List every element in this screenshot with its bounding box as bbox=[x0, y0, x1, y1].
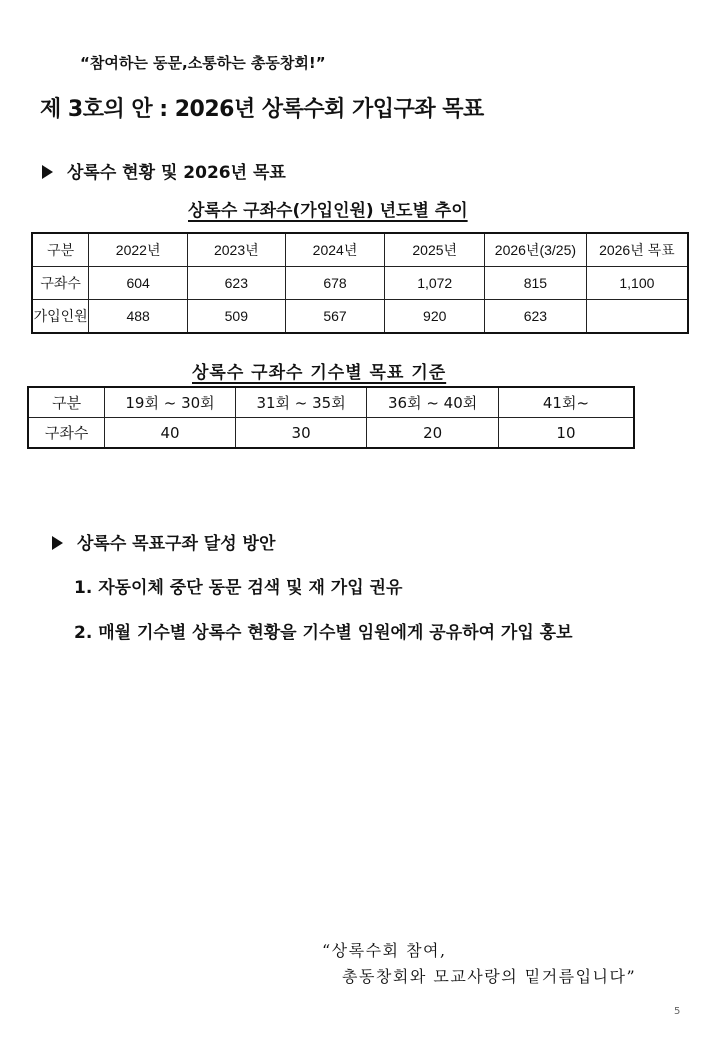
closing-line: “상록수회 참여, bbox=[322, 941, 447, 960]
triangle-bullet-icon bbox=[42, 165, 53, 179]
motto: “참여하는 동문,소통하는 총동창회!” bbox=[80, 54, 326, 72]
table-header-cell: 2026년(3/25) bbox=[485, 233, 587, 267]
closing-line: 총동창회와 모교사랑의 밑거름입니다” bbox=[342, 967, 637, 986]
section-heading-status bbox=[42, 158, 286, 183]
table-header-cell: 2024년 bbox=[285, 233, 385, 267]
table-cell: 567 bbox=[285, 300, 385, 334]
table-header-row bbox=[32, 233, 688, 267]
table-cell: 1,072 bbox=[385, 267, 485, 300]
table-header-cell: 구분 bbox=[28, 387, 105, 418]
table-cell: 20 bbox=[367, 418, 499, 449]
table-cell: 30 bbox=[235, 418, 367, 449]
cohort-target-table bbox=[27, 386, 635, 449]
section-heading-plan bbox=[52, 529, 275, 554]
table-cell: 623 bbox=[485, 300, 587, 334]
table-header-cell: 41회~ bbox=[498, 387, 634, 418]
table-cell: 1,100 bbox=[586, 267, 688, 300]
table-header-row bbox=[28, 387, 634, 418]
triangle-bullet-icon bbox=[52, 536, 63, 550]
table-cell: 815 bbox=[485, 267, 587, 300]
list-item: 1. 자동이체 중단 동문 검색 및 재 가입 권유 bbox=[74, 578, 403, 598]
table-header-cell: 구분 bbox=[32, 233, 89, 267]
table-header-cell: 2026년 목표 bbox=[586, 233, 688, 267]
table-cell: 구좌수 bbox=[28, 418, 105, 449]
table-title-yearly: 상록수 구좌수(가입인원) 년도별 추이 bbox=[188, 201, 468, 221]
table-cell: 623 bbox=[187, 267, 285, 300]
table-row bbox=[32, 300, 688, 334]
yearly-trend-table bbox=[31, 232, 689, 334]
table-header-cell: 36회 ~ 40회 bbox=[367, 387, 499, 418]
page-number: 5 bbox=[674, 1006, 681, 1017]
table-cell: 488 bbox=[89, 300, 188, 334]
table-title-cohort: 상록수 구좌수 기수별 목표 기준 bbox=[192, 363, 447, 383]
table-cell: 509 bbox=[187, 300, 285, 334]
table-header-cell: 2022년 bbox=[89, 233, 188, 267]
page-title: 제 3호의 안 : 2026년 상록수회 가입구좌 목표 bbox=[40, 97, 484, 122]
section-heading-label: 상록수 현황 및 2026년 목표 bbox=[67, 163, 286, 183]
table-header-cell: 19회 ~ 30회 bbox=[105, 387, 236, 418]
table-row bbox=[28, 418, 634, 449]
table-cell: 604 bbox=[89, 267, 188, 300]
table-cell: 가입인원 bbox=[32, 300, 89, 334]
list-item: 2. 매월 기수별 상록수 현황을 기수별 임원에게 공유하여 가입 홍보 bbox=[74, 623, 573, 643]
table-header-cell: 31회 ~ 35회 bbox=[235, 387, 367, 418]
table-header-cell: 2025년 bbox=[385, 233, 485, 267]
table-cell: 40 bbox=[105, 418, 236, 449]
table-cell: 678 bbox=[285, 267, 385, 300]
table-cell: 10 bbox=[498, 418, 634, 449]
closing-slogan bbox=[322, 938, 636, 990]
table-row bbox=[32, 267, 688, 300]
table-cell: 구좌수 bbox=[32, 267, 89, 300]
table-header-cell: 2023년 bbox=[187, 233, 285, 267]
table-cell: 920 bbox=[385, 300, 485, 334]
table-cell bbox=[586, 300, 688, 334]
section-heading-label: 상록수 목표구좌 달성 방안 bbox=[77, 534, 276, 554]
